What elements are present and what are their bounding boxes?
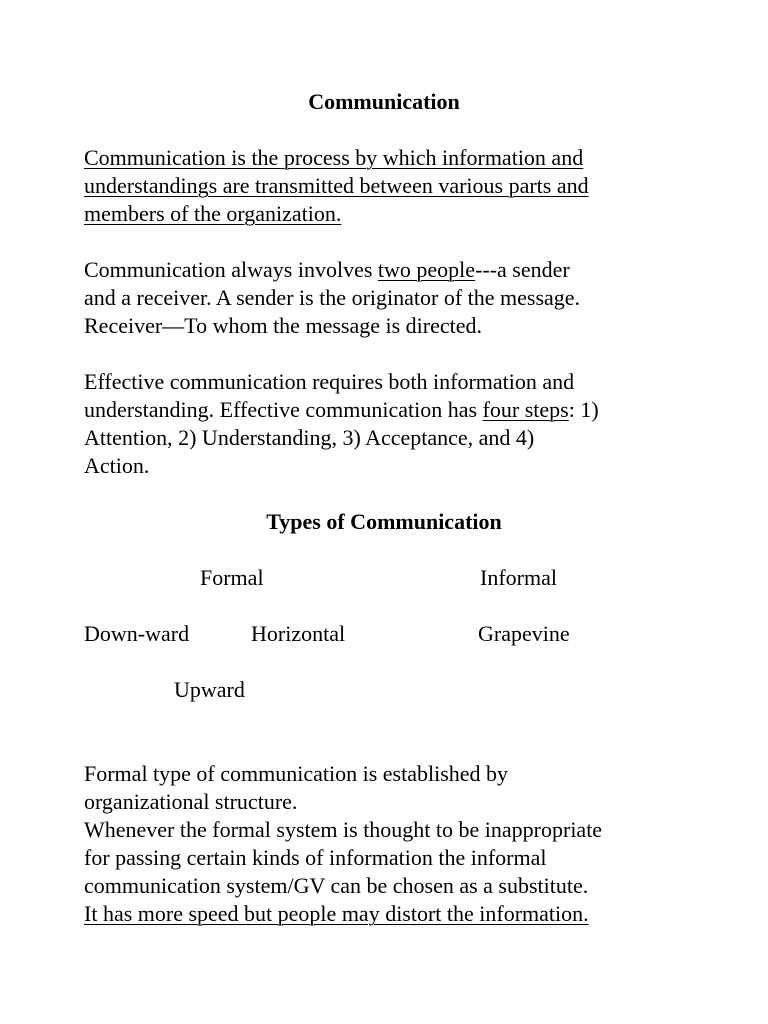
four-steps-emphasis: four steps — [482, 397, 569, 422]
para4-line-5: communication system/GV can be chosen as a substitute. — [84, 873, 589, 898]
definition-line-3: members of the organization. — [84, 201, 342, 226]
para2-line-1-end: ---a sender — [475, 257, 570, 282]
type-formal: Formal — [200, 565, 264, 590]
para3-line-2-start: understanding. Effective communication has — [84, 397, 483, 422]
type-downward: Down-ward — [84, 621, 190, 646]
para3-line-3: Attention, 2) Understanding, 3) Acceptance, and 4) — [84, 425, 535, 450]
para4-line-2: organizational structure. — [84, 789, 298, 814]
para2-line-2: and a receiver. A sender is the originator of the message. — [84, 285, 581, 310]
para3-line-2-end: : 1) — [568, 397, 599, 422]
definition-line-2: understandings are transmitted between various parts and — [84, 173, 589, 198]
type-horizontal: Horizontal — [251, 621, 346, 646]
type-informal: Informal — [480, 565, 557, 590]
type-grapevine: Grapevine — [478, 621, 570, 646]
para2-line-1-start: Communication always involves — [84, 257, 378, 282]
para2-line-1 — [84, 256, 570, 284]
types-heading: Types of Communication — [266, 509, 502, 534]
para3-line-1: Effective communication requires both information and — [84, 369, 575, 394]
para4-line-1: Formal type of communication is established by — [84, 761, 509, 786]
closing-line: It has more speed but people may distort the information. — [84, 901, 589, 926]
para3-line-2 — [84, 396, 599, 424]
para3-line-4: Action. — [84, 453, 150, 478]
type-upward: Upward — [174, 677, 245, 702]
para2-line-3: Receiver—To whom the message is directed. — [84, 313, 482, 338]
para4-line-4: for passing certain kinds of information the informal — [84, 845, 547, 870]
document-title: Communication — [308, 89, 460, 114]
definition-line-1: Communication is the process by which information and — [84, 145, 584, 170]
para4-line-3: Whenever the formal system is thought to be inappropriate — [84, 817, 603, 842]
two-people-emphasis: two people — [377, 257, 476, 282]
